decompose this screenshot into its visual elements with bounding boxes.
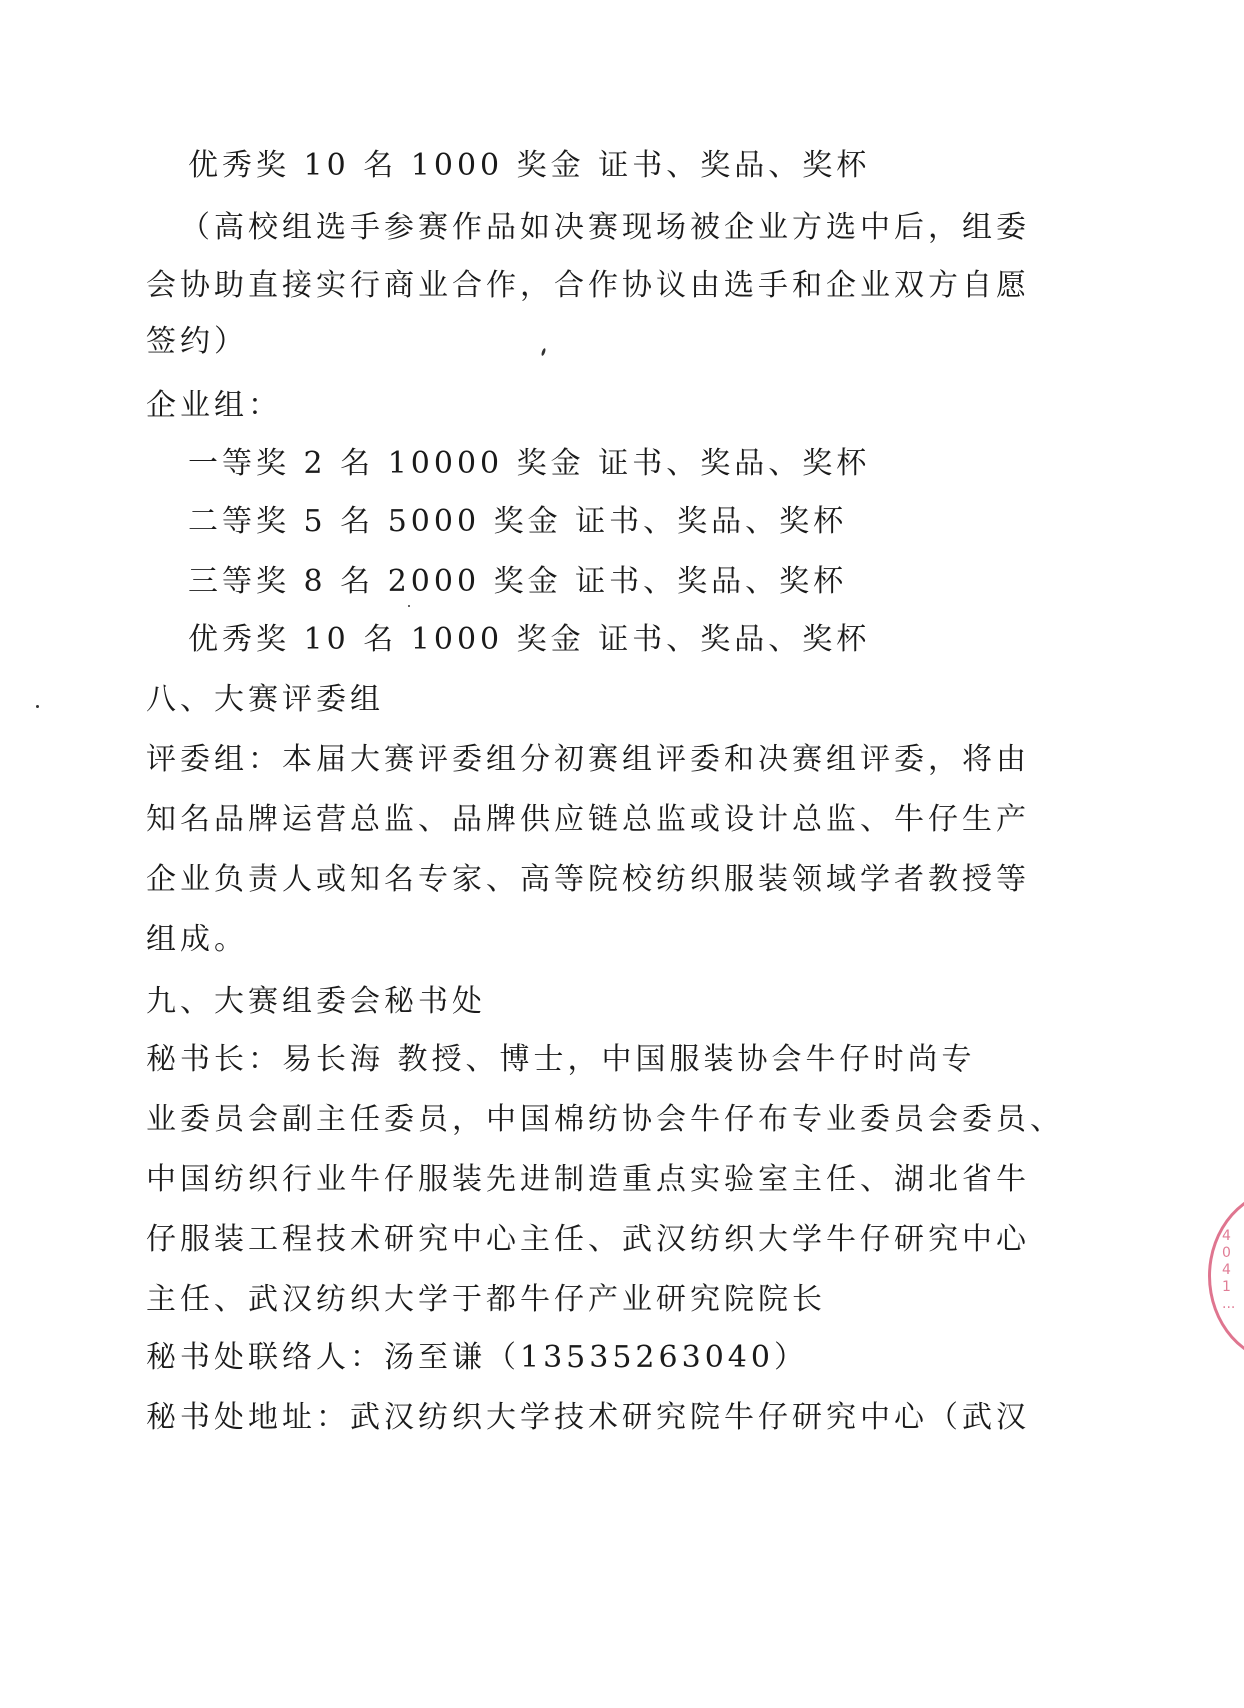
note-line-1: （高校组选手参赛作品如决赛现场被企业方选中后，组委 [180, 210, 1030, 245]
scan-speck [408, 605, 410, 607]
note-line-2: 会协助直接实行商业合作，合作协议由选手和企业双方自愿 [146, 268, 1030, 303]
award-excellent-enterprise: 优秀奖 10 名 1000 奖金 证书、奖品、奖杯 [188, 622, 871, 657]
scan-speck [541, 348, 547, 357]
secretary-line-5: 主任、武汉纺织大学于都牛仔产业研究院院长 [146, 1282, 826, 1317]
enterprise-group-heading: 企业组： [146, 388, 282, 423]
section-8-heading: 八、大赛评委组 [146, 682, 384, 717]
section-9-heading: 九、大赛组委会秘书处 [146, 984, 486, 1019]
judges-line-3: 企业负责人或知名专家、高等院校纺织服装领域学者教授等 [146, 862, 1030, 897]
contact-person: 秘书处联络人：汤至谦（13535263040） [146, 1340, 808, 1375]
secretary-line-4: 仔服装工程技术研究中心主任、武汉纺织大学牛仔研究中心 [146, 1222, 1030, 1257]
secretary-line-2: 业委员会副主任委员，中国棉纺协会牛仔布专业委员会委员、 [146, 1102, 1064, 1137]
award-first-enterprise: 一等奖 2 名 10000 奖金 证书、奖品、奖杯 [188, 446, 871, 481]
secretary-line-1: 秘书长：易长海 教授、博士，中国服装协会牛仔时尚专 [146, 1042, 976, 1077]
seal-text: 4 0 4 1 ... [1222, 1228, 1236, 1312]
note-line-3: 签约） [146, 324, 248, 359]
judges-line-1: 评委组：本届大赛评委组分初赛组评委和决赛组评委，将由 [146, 742, 1030, 777]
award-excellent-university: 优秀奖 10 名 1000 奖金 证书、奖品、奖杯 [188, 148, 871, 183]
secretary-line-3: 中国纺织行业牛仔服装先进制造重点实验室主任、湖北省牛 [146, 1162, 1030, 1197]
judges-line-2: 知名品牌运营总监、品牌供应链总监或设计总监、牛仔生产 [146, 802, 1030, 837]
secretariat-address: 秘书处地址：武汉纺织大学技术研究院牛仔研究中心（武汉 [146, 1400, 1030, 1435]
scan-speck [36, 705, 39, 708]
red-seal-stamp [1208, 1188, 1244, 1358]
award-third-enterprise: 三等奖 8 名 2000 奖金 证书、奖品、奖杯 [188, 564, 848, 599]
judges-line-4: 组成。 [146, 922, 248, 957]
award-second-enterprise: 二等奖 5 名 5000 奖金 证书、奖品、奖杯 [188, 504, 848, 539]
